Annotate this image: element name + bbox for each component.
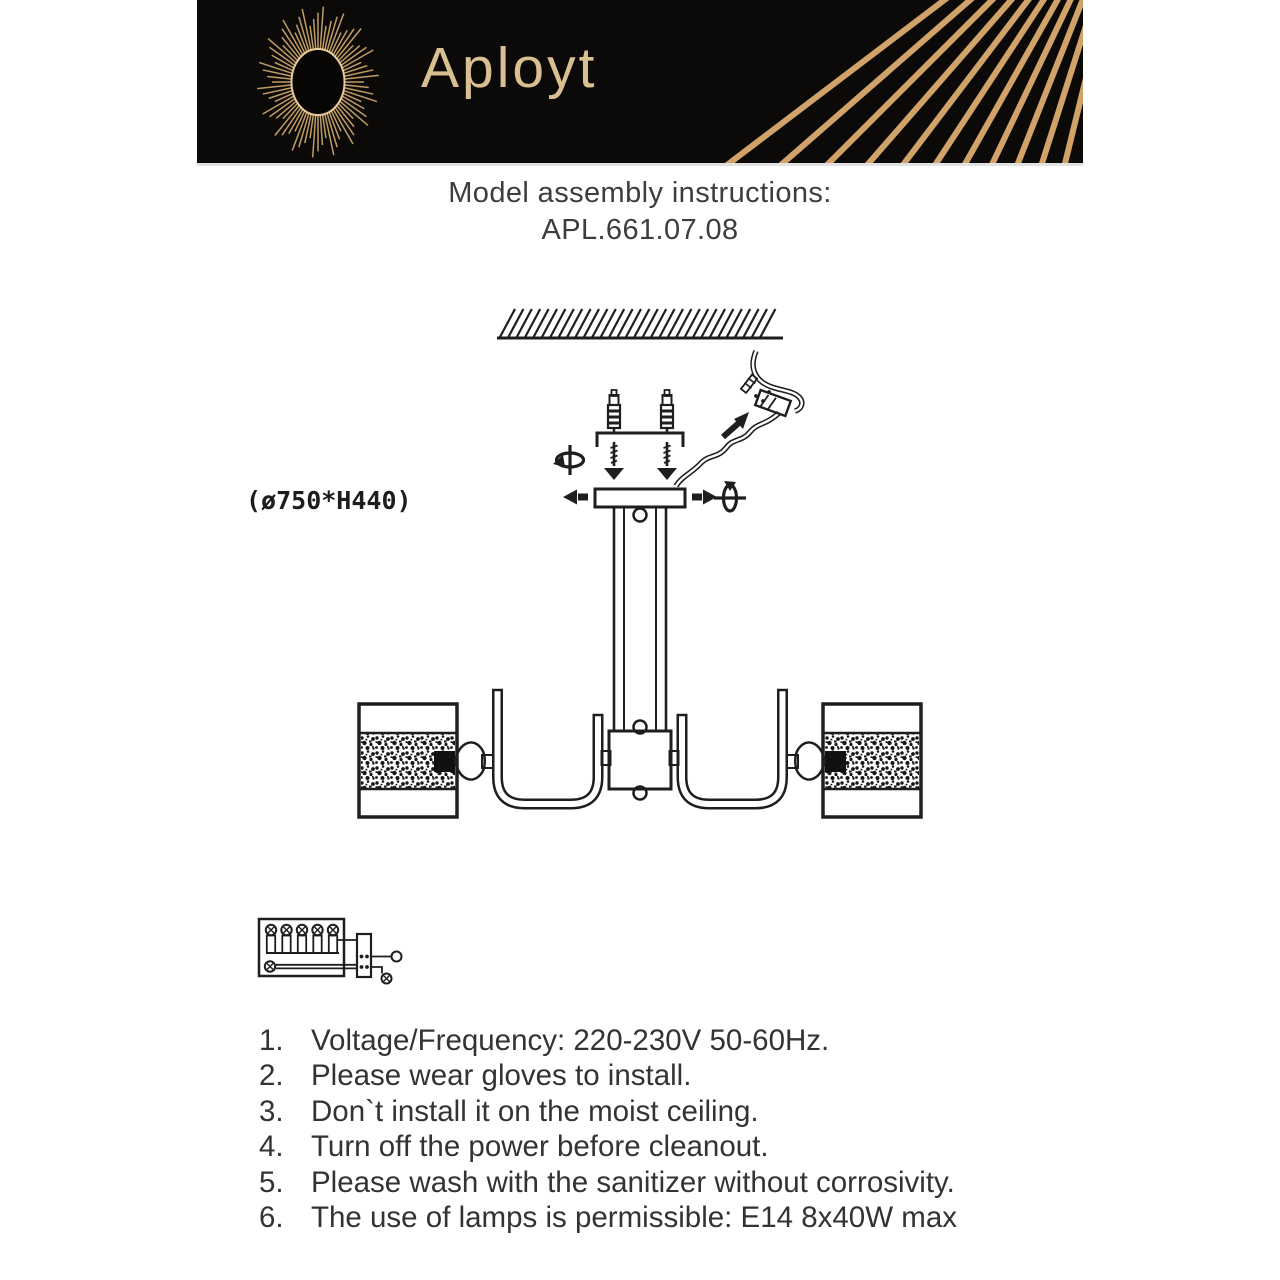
lamp-shade-right xyxy=(823,704,921,817)
item-text: The use of lamps is permissible: E14 8x40W max xyxy=(311,1201,957,1235)
item-number: 4. xyxy=(259,1130,284,1164)
item-text: Please wash with the sanitizer without corrosivity. xyxy=(311,1165,955,1199)
bulb-left xyxy=(455,742,493,779)
dimension-label: (ø750*H440) xyxy=(246,486,412,515)
instruction-item xyxy=(259,1023,957,1058)
lamp-arm-left xyxy=(492,690,604,804)
item-number: 6. xyxy=(259,1201,284,1235)
bulb-socket xyxy=(434,751,455,772)
rotation-symbol-right xyxy=(714,481,746,511)
item-number: 2. xyxy=(259,1059,284,1093)
instruction-item xyxy=(259,1094,957,1129)
instruction-item xyxy=(259,1200,957,1235)
arrow-right-icon xyxy=(692,490,717,505)
hanger-rod xyxy=(614,507,666,731)
model-number: APL.661.07.08 xyxy=(541,214,739,246)
item-text: Please wear gloves to install. xyxy=(311,1059,692,1093)
instruction-item xyxy=(259,1058,957,1093)
wire-connector-block xyxy=(357,934,371,977)
wire-connector xyxy=(740,374,791,416)
ground-terminal xyxy=(382,974,392,984)
mounting-plate xyxy=(595,489,685,507)
wall-anchor-right xyxy=(661,390,673,434)
terminal-screws xyxy=(266,925,338,953)
item-text: Don`t install it on the moist ceiling. xyxy=(311,1094,759,1128)
item-number: 3. xyxy=(259,1094,284,1128)
ceiling-hatch xyxy=(497,309,783,338)
instruction-item xyxy=(259,1165,957,1200)
chandelier-body xyxy=(602,721,679,800)
terminal-block-diagram xyxy=(259,919,402,984)
rotation-symbol-left xyxy=(553,445,584,475)
item-text: Voltage/Frequency: 220-230V 50-60Hz. xyxy=(311,1024,830,1057)
lamp-arm-right xyxy=(677,690,789,804)
title-line: Model assembly instructions: xyxy=(448,177,832,209)
bulb-right xyxy=(787,742,825,779)
lamp-shade-left xyxy=(359,704,457,817)
instruction-list xyxy=(259,1023,957,1235)
neutral-terminal xyxy=(392,952,402,962)
bulb-socket xyxy=(825,751,846,772)
wall-anchor-left xyxy=(608,390,620,434)
item-text: Turn off the power before cleanout. xyxy=(311,1130,769,1164)
arrow-left-icon xyxy=(563,490,588,505)
item-number: 1. xyxy=(259,1024,284,1057)
brand-wordmark: Aployt xyxy=(421,36,598,100)
item-number: 5. xyxy=(259,1165,284,1199)
instruction-item xyxy=(259,1129,957,1164)
screw-left xyxy=(604,442,624,480)
screw-right xyxy=(657,442,677,480)
